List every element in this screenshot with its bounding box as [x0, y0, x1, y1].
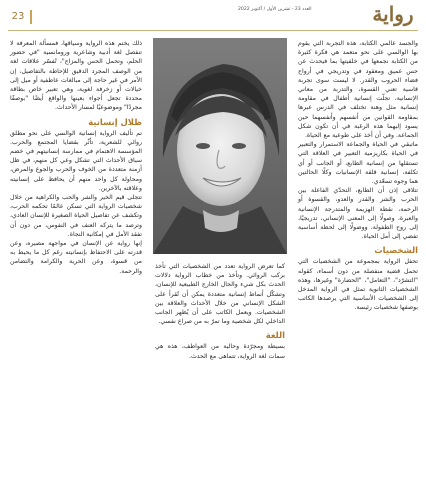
page-number-bar — [30, 10, 32, 24]
magazine-logo: رواية — [372, 2, 414, 26]
paragraph: تتجلى قيم الخير والشر والحب والكراهية من خلال شخصيات الرواية التي تسكن عالمًا تحكمه الحرب، وتكشف عن تفاصيل الحياة الصغيرة للإنسان العادي، وترصد ما يتركه العنف في النفوس، من دون أن تفقد الأمل في إمكانية النجاة. — [10, 194, 142, 238]
paragraph: تم تأليف الرواية إنسانية الوالسي على نحو مطلق روائي للشعرية، تأثّر بقضايا المجتمع والحرب. المؤسسة الاهتمام في ممارسة إنسانيتهم في خضم سياق الأحداث التي تشكل وعي كل منهم، في ظل أزمنة متعددة من الخوف والحرب والجوع والمرض، ومحاولة كل واحد منهم أن يحافظ على إنسانيته وعلاقته بالآخرين. — [10, 129, 142, 192]
paragraph: تتلاقى إذن أن الطابع، التحدّي الفاعلة بين الحرب والشر والقدر والعدو، والقسوة أو الرحمة، نقطة الهزيمة والمتدرجة الإنسانية والعبرة، وصولًا إلى المعنى الإنساني، تدريجيًا، إلى روح الطفولة، ووضولًا إلى لحظة أساسية تفضي إلى أمل الحياة. — [298, 187, 418, 241]
paragraph: كما تعرض الرواية تعدد من الشخصيات التي تأخذ بركب الروائي. وتأخذ من خطاب الرواية دلالات الحدث بكل شيء والحال الخارج الطبيعية للإنسان، وتشكّل أنماط إنسانية متعددة يمكن أن تُقرأ على الشكل الإنساني من خلال الأحداث والعلاقة بين الشخصيات. ويعمل الكاتب على أن يُظهر الجانب الداخلي لكل شخصية وما تمرّ به من صراع نفسي. — [155, 263, 285, 326]
section-heading-human-shadows: ظلال إنسانية — [88, 116, 142, 127]
section-heading-language: اللغة — [265, 330, 285, 341]
header-rule — [8, 30, 418, 31]
section-heading-characters: الشخصيات — [374, 245, 418, 256]
paragraph: إنها رواية عن الإنسان في مواجهة مصيره، وعن قدرته على الاحتفاظ بإنسانيته رغم كل ما يحيط به من قسوة، وعن الحرية والكرامة والتضامن والرحمة. — [10, 240, 142, 275]
column-left — [10, 39, 142, 276]
paragraph: والجسد عالمي الكتابة، هذه التجربة التي يقوم بها الوالسي على نحو متعمد هي فكرة كثيرة من الكتابة نجمعها في خلفيتها بما فيحدث عن حس عميق ومعقود في وتدريجي في أرواح فضاء الحروب والقدر. لا ليست سوى تجربة قاسية تعني القسوة، والتدربة من معاني الإنسانية، تجلّت إنسانية أطفال في مقاومة إنسانية مثل وهنة تختلف في الدرس عبرها بمقاومة القوانين من أنفسهم وأنفسهما حين يسود إليهما هذه الرغبة في أن تكون شكل الجماعة. وفي أن أخذ على طوعية مع الحياة. — [298, 40, 418, 140]
paragraph: ماتبقي في الحياة والجماعة الاستمرار والتعبير في الحياة بكاريزمية التعبير في العلاقة التي تستقلها من إنسانية الطابع، أو الجانب أو أي تكلفة، إنسانية قلقة الإنسانيات وكلًا الحالتين هما وجوه تسعّدي. — [298, 141, 418, 186]
column-right — [298, 39, 418, 313]
issue-info: العدد 23 - تشرين الأول / أكتوبر 2022 — [238, 7, 312, 12]
paragraph: بسيطة ومجرّدة وحالية من العواطف، هذه هي سمات لغة الرواية، تتماهى مع الحدث. — [155, 343, 285, 360]
column-middle — [155, 262, 285, 361]
page-header — [0, 0, 426, 30]
paragraph: ذلك يختم هذه الرواية وسياقها، فمسألة المعرفة لا تنفصل لغة أدبية وشاعرية ورومانسية "في حضور الحلم، وتحمل الحس والمزاج"، تُفسّر علاقات لغة من الوصف المجرد الدقيق للإحاطة بالتفاصيل، إن الأمر في غير حاجة إلى مبالغات عاطفية أو ميل إلى خيالات أو زخرفة لغوية، وهي تعبير خاص بطاقة محددة تجعل أجواء بعينها والواقع أيضًا "بوصفًا مجردًا" وموضوعيًا لمسار الأحداث. — [10, 40, 142, 112]
author-photo — [153, 38, 287, 254]
page-number: 23 — [11, 11, 25, 22]
paragraph: تحفل الرواية بمجموعة من الشخصيات التي تحمل قضية منفصلة من دون أسماء، كقوله "التشرّد"، "التعامل"، "الحضارة" وغيرها، وهذه الشخصيات الثانوية تمثل في الرواية المدخل إلى الشخصيات الأساسية التي يرصدها الكاتب بوصفها شخصيات رئيسة. — [298, 258, 418, 312]
